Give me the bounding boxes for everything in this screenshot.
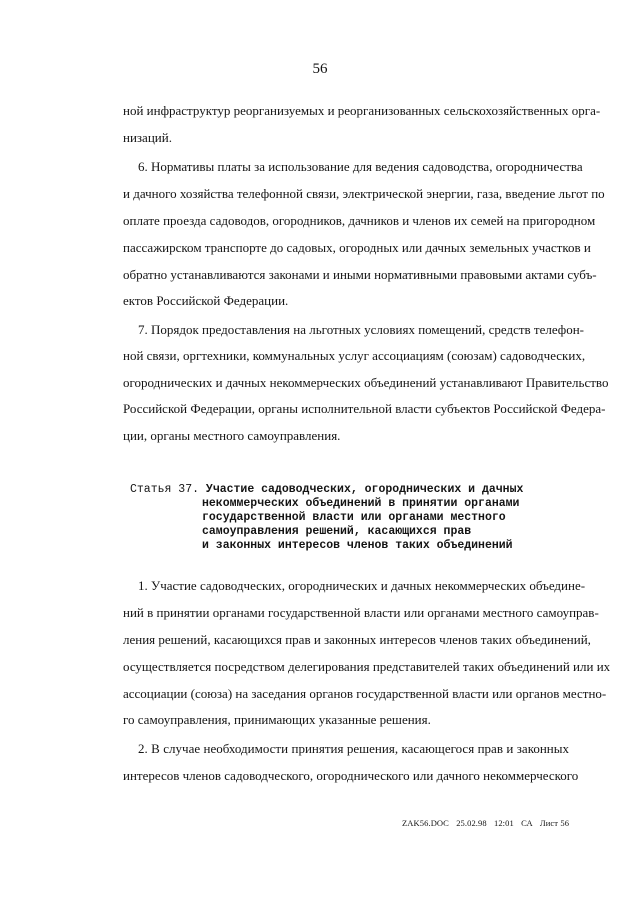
body-line: интересов членов садоводческого, огороднического или дачного некоммерческого [123, 768, 579, 783]
body-line: ции, органы местного самоуправления. [123, 428, 341, 443]
footer-sheet: Лист 56 [539, 818, 570, 828]
body-line: 7. Порядок предоставления на льготных условиях помещений, средств телефон- [138, 322, 584, 337]
body-line: ной инфраструктур реорганизуемых и реорганизованных сельскохозяйственных орга- [123, 103, 601, 118]
article-title-line: самоуправления решений, касающихся прав [202, 525, 472, 538]
footer-filename: ZAK56.DOC [402, 818, 449, 828]
page-number: 56 [312, 61, 328, 77]
article-title-line: некоммерческих объединений в принятии органами [202, 497, 520, 510]
body-line: 6. Нормативы платы за использование для ведения садоводства, огородничества [138, 159, 583, 174]
article-title-line: и законных интересов членов таких объединений [202, 539, 513, 552]
footer-date: 25.02.98 [456, 818, 487, 828]
body-line: го самоуправления, принимающих указанные решения. [123, 712, 431, 727]
body-line: огороднических и дачных некоммерческих объединений устанавливают Правительство [123, 375, 609, 390]
article-title-line: Участие садоводческих, огороднических и дачных [205, 483, 524, 496]
body-line: 2. В случае необходимости принятия решения, касающегося прав и законных [138, 741, 569, 756]
footer-initials: СА [521, 818, 533, 828]
body-line: ассоциации (союза) на заседания органов государственной власти или органов местно- [123, 686, 607, 701]
body-line: обратно устанавливаются законами и иными нормативными правовыми актами субъ- [123, 267, 597, 282]
article-title-line: государственной власти или органами местного [202, 511, 506, 524]
article-heading [130, 483, 570, 553]
body-line: ектов Российской Федерации. [123, 293, 289, 308]
body-line: Российской Федерации, органы исполнительной власти субъектов Российской Федера- [123, 401, 606, 416]
article-label: Статья 37. [130, 483, 200, 496]
body-line: ний в принятии органами государственной власти или органами местного самоуправ- [123, 605, 599, 620]
body-line: ной связи, оргтехники, коммунальных услуг ассоциациям (союзам) садоводческих, [123, 348, 586, 363]
body-line: и дачного хозяйства телефонной связи, электрической энергии, газа, введение льгот по [123, 186, 605, 201]
body-line: 1. Участие садоводческих, огороднических и дачных некоммерческих объедине- [138, 578, 586, 593]
footer-time: 12:01 [493, 818, 514, 828]
document-footer [402, 818, 574, 828]
body-line: оплате проезда садоводов, огородников, дачников и членов их семей на пригородном [123, 213, 596, 228]
body-line: ления решений, касающихся прав и законных интересов членов таких объединений, [123, 632, 591, 647]
body-line: пассажирском транспорте до садовых, огородных или дачных земельных участков и [123, 240, 591, 255]
body-line: низаций. [123, 130, 172, 145]
body-line: осуществляется посредством делегирования представителей таких объединений или их [123, 659, 611, 674]
